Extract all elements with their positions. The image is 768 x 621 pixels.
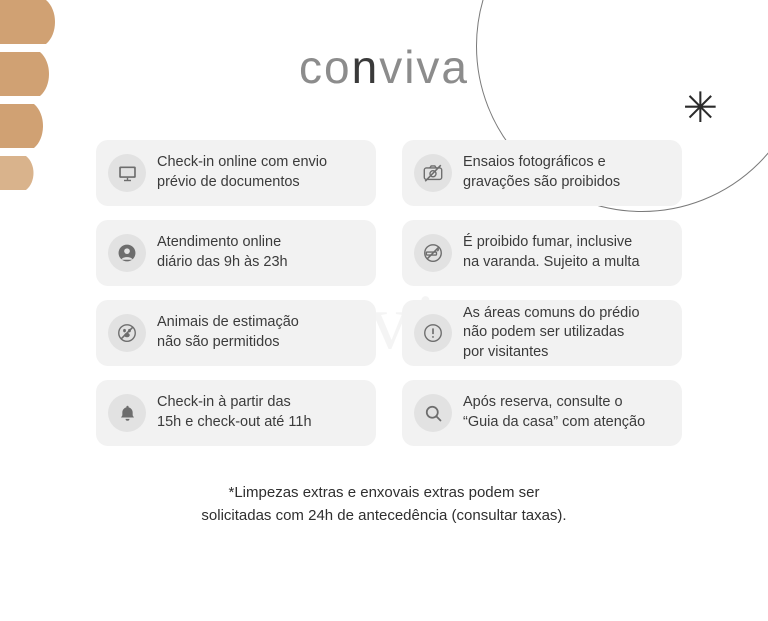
no-smoking-icon	[414, 234, 452, 272]
asterisk-icon: ✳	[682, 86, 718, 132]
rule-line: não são permitidos	[157, 334, 280, 350]
rule-text	[463, 153, 620, 192]
rule-card	[96, 300, 376, 366]
rule-line: É proibido fumar, inclusive	[463, 234, 633, 251]
rules-grid	[96, 140, 682, 446]
rule-card	[402, 380, 682, 446]
monitor-icon	[108, 154, 146, 192]
rule-card	[402, 220, 682, 286]
brand-part-2: n	[351, 41, 380, 93]
brand-part-3: viva	[379, 41, 469, 93]
warning-icon	[414, 314, 452, 352]
rule-text	[157, 393, 312, 432]
search-icon	[414, 394, 452, 432]
rule-card	[402, 300, 682, 366]
rule-card	[402, 140, 682, 206]
rule-line: 15h e check-out até 11h	[157, 414, 312, 430]
rule-line: Após reserva, consulte o	[463, 394, 623, 411]
rule-line: Check-in online com envio	[157, 154, 328, 171]
no-camera-icon	[414, 154, 452, 192]
rule-text	[463, 393, 645, 432]
support-agent-icon	[108, 234, 146, 272]
decorative-left-shape	[0, 0, 60, 190]
bell-icon	[108, 394, 146, 432]
rule-text	[157, 233, 288, 272]
rule-line: gravações são proibidos	[463, 174, 621, 190]
footnote-line-2: solicitadas com 24h de antecedência (consultar taxas).	[201, 506, 567, 524]
rule-line: Ensaios fotográficos e	[463, 154, 606, 171]
rule-card	[96, 380, 376, 446]
rule-line: “Guia da casa” com atenção	[463, 414, 646, 430]
footnote	[0, 482, 768, 527]
rule-card	[96, 220, 376, 286]
rule-text	[463, 233, 640, 272]
rule-line: não podem ser utilizadas	[463, 324, 625, 341]
brand-logo	[0, 40, 768, 94]
footnote-line-1: *Limpezas extras e enxovais extras podem ser	[228, 484, 540, 501]
rule-line: diário das 9h às 23h	[157, 254, 288, 270]
no-pets-icon	[108, 314, 146, 352]
rule-line: Animais de estimação	[157, 314, 299, 331]
rule-text	[157, 313, 299, 352]
rule-line: Atendimento online	[157, 234, 282, 251]
rule-line: Check-in à partir das	[157, 394, 291, 411]
rule-line: por visitantes	[463, 343, 549, 360]
rule-text	[157, 153, 327, 192]
brand-part-1: co	[299, 41, 352, 93]
rule-line: na varanda. Sujeito a multa	[463, 254, 640, 270]
rule-text	[463, 304, 640, 363]
rule-line: As áreas comuns do prédio	[463, 304, 640, 321]
rule-card	[96, 140, 376, 206]
rule-line: prévio de documentos	[157, 174, 300, 190]
